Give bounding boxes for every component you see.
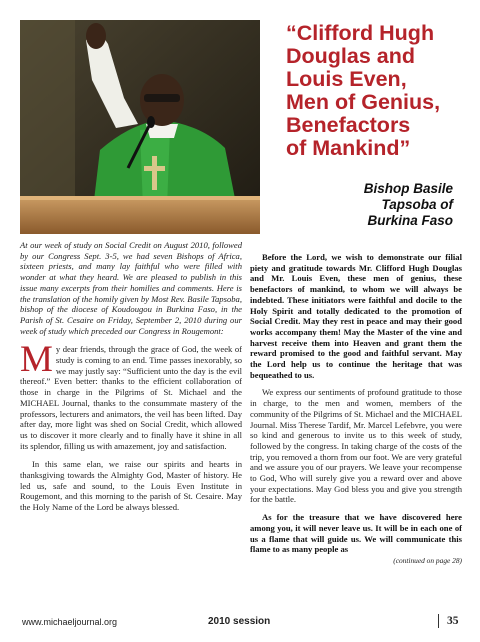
continued-note: (continued on page 28) — [393, 555, 462, 565]
page-footer — [22, 614, 462, 630]
title-line: Men of Genius, — [286, 90, 441, 114]
footer-divider — [438, 614, 439, 628]
body-paragraph: We express our sentiments of profound gratitude to those in charge, to the men and women, members of the community of the Pilgrims of St. Michael and the MICHAEL Journal. Miss Therese Tardif, Mr. Marcel Lefebvre, you were so kind and generous to invite us to this week of study, followed by the congress. In taking charge of the costs of the trip, you removed a thorn from our foot. We are very grateful and we assure you of our prayers. We leave your recompense to God, Who will surely give you a reward over and above your expectations. May God bless you and give you strength for the battle. — [250, 387, 462, 505]
author-byline — [364, 181, 453, 229]
session-label: 2010 session — [208, 616, 271, 627]
title-line: “Clifford Hugh — [286, 21, 435, 45]
right-column — [250, 252, 462, 567]
left-column — [20, 240, 242, 513]
drop-cap: M — [20, 339, 53, 381]
bishop-preaching-photo — [20, 20, 260, 234]
title-line: of Mankind” — [286, 136, 411, 160]
byline-line: Tapsoba of — [381, 197, 453, 212]
paragraph-text: y dear friends, through the grace of God, the week of study is coming to an end. Time passes inexorably, so we may justly say: “Sufficient unto the day is the evil thereof.” Even better: thanks to the efficient collaboration of those in charge in the Pilgrims of St. Michael and the MICHAEL Journal, thanks to the consummate mastery of the professors, lecturers and animators, the veil has been lifted. Day after day, more light was shed on Social Credit, which allowed us to discover it more clearly and to finally have it shine in all its splendor, filling us with amazement, joy and satisfaction. — [20, 344, 242, 451]
byline-line: Bishop Basile — [363, 181, 453, 196]
website-link[interactable]: www.michaeljournal.org — [22, 617, 118, 627]
body-paragraph: In this same elan, we raise our spirits and hearts in thanksgiving towards the Almighty God, Master of history. He led us, safe and sound, to the Louis Even Institute in Rougemont, and this morning to the parish of St. Cesaire. May the Holy Name of the Lord be always blessed. — [20, 459, 242, 513]
body-paragraph: Before the Lord, we wish to demonstrate our filial piety and gratitude towards Mr. Clifford Hugh Douglas and Mr. Louis Even, these men of genius, these benefactors of mankind, to whom we will always be indebted. These initiators were faithful and docile to the Holy Spirit and totally dedicated to the promotion of Social Credit. May they rest in peace and may their good works accompany them! May the Master of the vine and harvest receive them into Heaven and grant them the reward promised to the good and faithful servant. May the Lord help us to continue the heritage that was bequeathed to us. — [250, 252, 462, 380]
intro-paragraph: At our week of study on Social Credit on August 2010, followed by our Congress Sept. 3-5, we had seven Bishops of Africa, sixteen priests, and many lay faithful who were filled with wonder at what they heard. We are pleased to publish in this issue many excerpts from their homilies and comments. Here is the translation of the homily given by Most Rev. Basile Tapsoba, bishop of the diocese of Koudougou in Burkina Faso, in the Parish of St. Cesaire on Friday, September 2, 2010 during our week of study which preceded our Congress in Rougemont: — [20, 240, 242, 336]
title-line: Benefactors — [286, 113, 411, 137]
body-paragraph — [20, 339, 242, 451]
title-line: Louis Even, — [286, 67, 407, 91]
page-number: 35 — [447, 615, 459, 627]
bishop-photo — [20, 20, 260, 234]
article-title — [286, 22, 470, 160]
byline-line: Burkina Faso — [367, 213, 453, 228]
title-line: Douglas and — [286, 44, 416, 68]
body-paragraph: As for the treasure that we have discovered here among you, it will never leave us. It will be in each one of us a flame that will guide us. We will communicate this flame to as many people as — [250, 512, 462, 555]
